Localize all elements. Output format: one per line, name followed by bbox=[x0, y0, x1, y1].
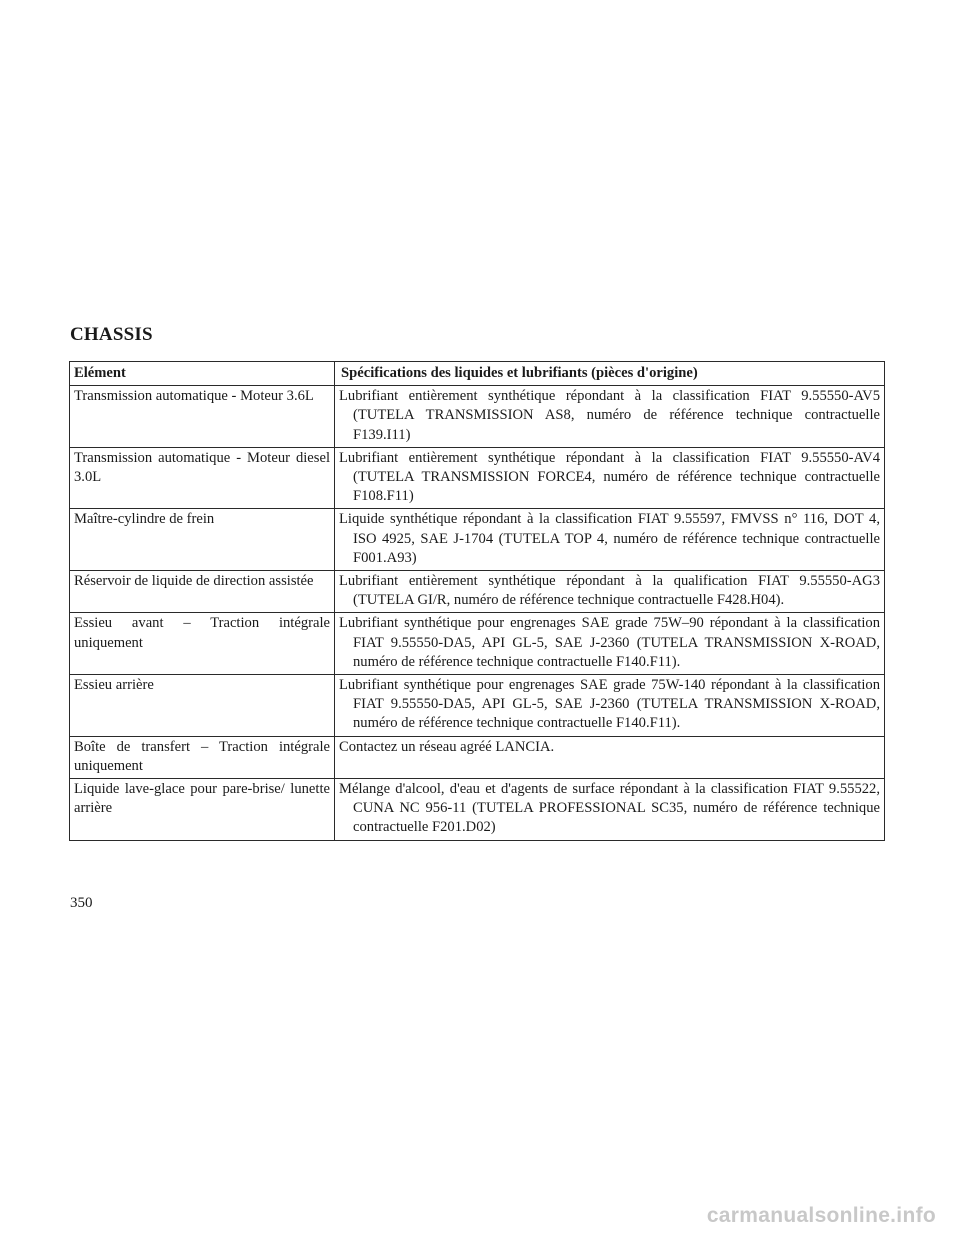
row-spec: Lubrifiant synthétique pour engrenages SAE grade 75W–90 répondant à la classification FIAT 9.55550-DA5, API GL-5, SAE J-2360 (TUTELA TRANSMISSION X-ROAD, numéro de référence technique contractuelle F140.F11). bbox=[339, 615, 880, 670]
page-number: 350 bbox=[70, 895, 93, 911]
row-item: Boîte de transfert – Traction intégrale uniquement bbox=[70, 736, 335, 778]
row-spec: Lubrifiant entièrement synthétique répondant à la classification FIAT 9.55550-AV4 (TUTELA TRANSMISSION FORCE4, numéro de référence technique contractuelle F108.F11) bbox=[339, 449, 880, 505]
row-spec: Mélange d'alcool, d'eau et d'agents de surface répondant à la classification FIAT 9.55522, CUNA NC 956-11 (TUTELA PROFESSIONAL SC35, numéro de référence technique contractuelle F201.D02) bbox=[339, 781, 880, 836]
row-spec: Lubrifiant entièrement synthétique répondant à la classification FIAT 9.55550-AV5 (TUTELA TRANSMISSION AS8, numéro de référence technique contractuelle F139.I11) bbox=[339, 388, 880, 443]
row-spec: Contactez un réseau agréé LANCIA. bbox=[339, 738, 555, 755]
table-row bbox=[70, 509, 885, 571]
table-row bbox=[70, 779, 885, 841]
table-header-row bbox=[70, 362, 885, 386]
table-row bbox=[70, 571, 885, 613]
header-item: Elément bbox=[70, 362, 335, 386]
row-item: Essieu avant – Traction intégrale uniquement bbox=[70, 613, 335, 675]
fluid-spec-table bbox=[69, 361, 885, 841]
row-spec: Lubrifiant synthétique pour engrenages SAE grade 75W-140 répondant à la classification FIAT 9.55550-DA5, API GL-5, SAE J-2360 (TUTELA TRANSMISSION X-ROAD, numéro de référence technique contractuelle F140.F11). bbox=[339, 677, 880, 732]
row-item: Transmission automatique - Moteur 3.6L bbox=[70, 386, 335, 448]
section-title: CHASSIS bbox=[70, 324, 153, 345]
row-item: Transmission automatique - Moteur diesel 3.0L bbox=[70, 447, 335, 509]
table-row bbox=[70, 736, 885, 778]
table-row bbox=[70, 447, 885, 509]
row-item: Liquide lave-glace pour pare-brise/ lunette arrière bbox=[70, 779, 335, 841]
header-spec: Spécifications des liquides et lubrifiants (pièces d'origine) bbox=[335, 362, 885, 386]
row-spec: Lubrifiant entièrement synthétique répondant à la qualification FIAT 9.55550-AG3 (TUTELA GI/R, numéro de référence technique contractuelle F428.H04). bbox=[339, 573, 880, 609]
table-row bbox=[70, 613, 885, 675]
watermark: carmanualsonline.info bbox=[706, 1204, 936, 1227]
row-item: Réservoir de liquide de direction assistée bbox=[70, 571, 335, 613]
row-item: Maître-cylindre de frein bbox=[70, 509, 335, 571]
row-spec: Liquide synthétique répondant à la classification FIAT 9.55597, FMVSS n° 116, DOT 4, ISO 4925, SAE J-1704 (TUTELA TOP 4, numéro de référence technique contractuelle F001.A93) bbox=[339, 511, 880, 566]
table-row bbox=[70, 386, 885, 448]
table-row bbox=[70, 675, 885, 737]
row-item: Essieu arrière bbox=[70, 675, 335, 737]
